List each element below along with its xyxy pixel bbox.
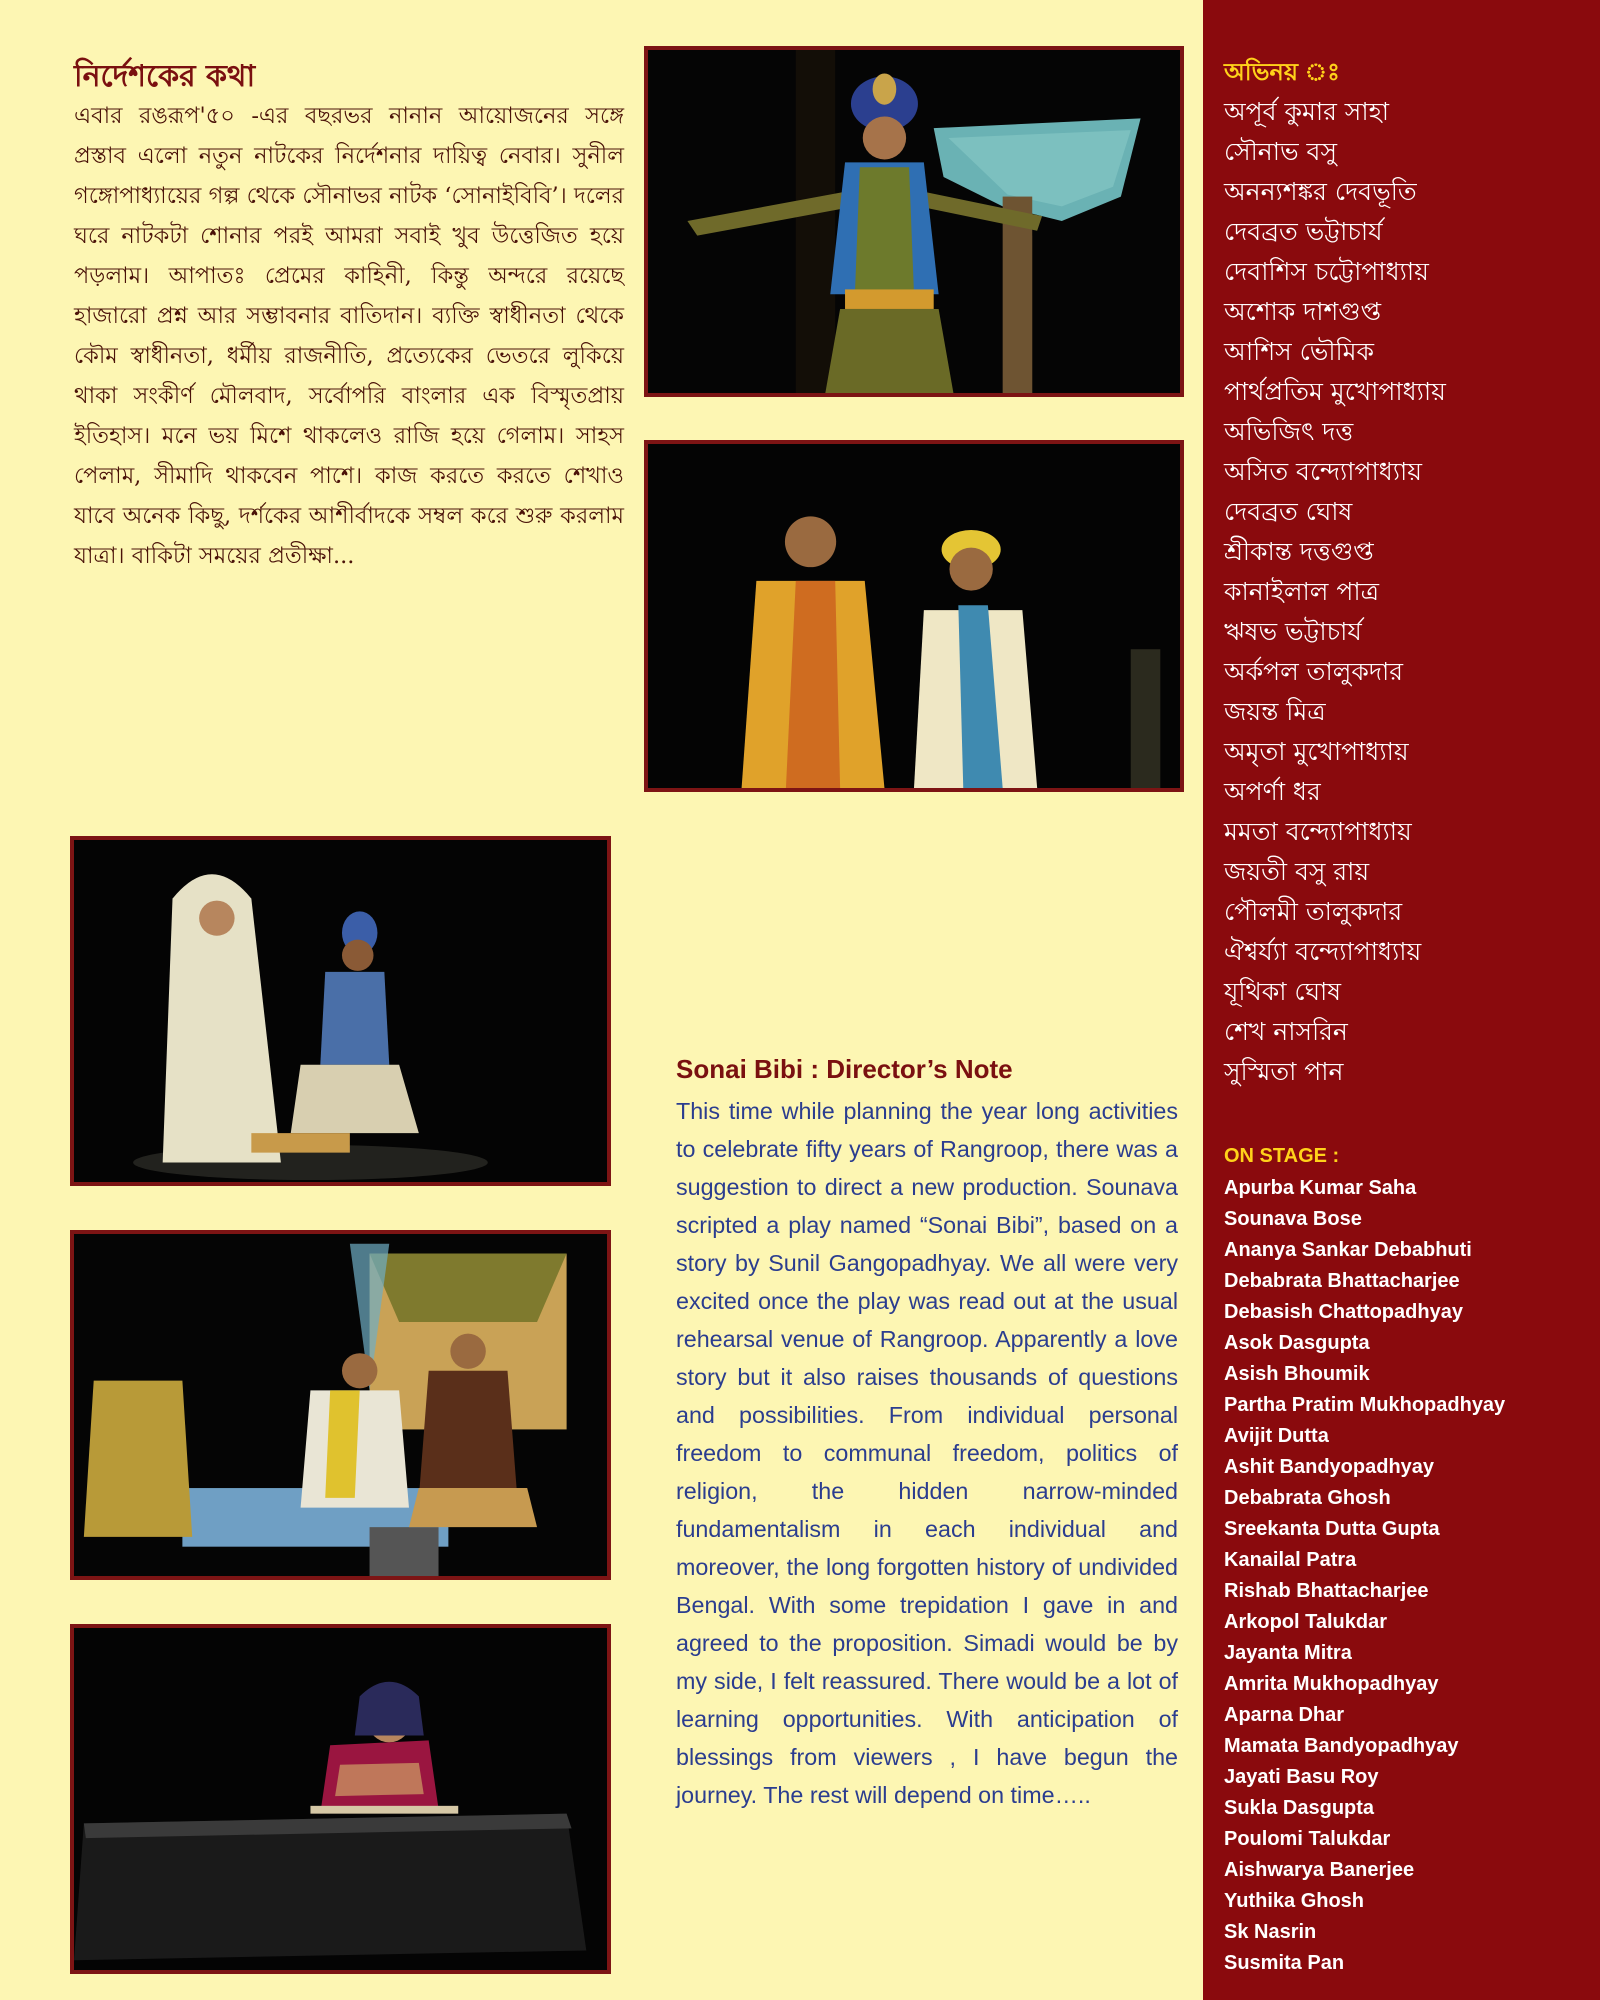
- stage-photo-veiled-woman: [70, 836, 611, 1186]
- cast-bengali-name: পার্থপ্রতিম মুখোপাধ্যায়: [1224, 377, 1446, 406]
- english-note-heading: Sonai Bibi : Director’s Note: [676, 1054, 1013, 1084]
- cast-english-name: Jayati Basu Roy: [1224, 1766, 1379, 1788]
- stage-photo-woman-at-table: [70, 1624, 611, 1974]
- cast-english-name: Asish Bhoumik: [1224, 1363, 1370, 1385]
- cast-english-name: Kanailal Patra: [1224, 1549, 1357, 1571]
- english-note-body: This time while planning the year long activities to celebrate fifty years of Rangroop, there was a suggestion to direct a new production. Sounava scripted a play named “Sonai Bibi”, based on a story by Sunil Gangopadhyay. We all were very excited once the play was read out at the usual rehearsal venue of Rangroop. Apparently a love story but it also raises thousands of questions and possibilities. From individual personal freedom to communal freedom, politics of religion, the hidden narrow-minded fundamentalism in each individual and moreover, the long forgotten history of undivided Bengal. With some trepidation I gave in and agreed to the proposition. Simadi would be by my side, I felt reassured. There would be a lot of learning opportunities. With anticipation of blessings from viewers , I have begun the journey. The rest will depend on time…..: [676, 1098, 1178, 1808]
- cast-bengali-name: দেবব্রত ঘোষ: [1224, 497, 1353, 526]
- cast-bengali-name: শ্রীকান্ত দত্তগুপ্ত: [1224, 537, 1374, 566]
- cast-english-name: Apurba Kumar Saha: [1224, 1177, 1417, 1199]
- cast-english-name: Asok Dasgupta: [1224, 1332, 1370, 1354]
- bengali-note-heading: নির্দেশকের কথা: [74, 59, 256, 94]
- cast-bengali-name: সুস্মিতা পান: [1224, 1057, 1344, 1086]
- stage-photo-actor-turban: [644, 46, 1184, 397]
- cast-english-name: Debasish Chattopadhyay: [1224, 1301, 1463, 1323]
- cast-english-name: Arkopol Talukdar: [1224, 1611, 1387, 1633]
- stage-photo-group-scene: [70, 1230, 611, 1580]
- cast-bengali-name: ঋষভ ভট্টাচার্য: [1224, 617, 1362, 646]
- cast-bengali-name: জয়তী বসু রায়: [1224, 857, 1370, 886]
- cast-english-list: [1224, 1173, 1505, 1979]
- cast-bengali-name: শেখ নাসরিন: [1224, 1017, 1348, 1046]
- cast-bengali-name: অপর্ণা ধর: [1224, 777, 1321, 806]
- cast-english-name: Sreekanta Dutta Gupta: [1224, 1518, 1440, 1540]
- cast-bengali-name: অমৃতা মুখোপাধ্যায়: [1224, 737, 1409, 766]
- cast-bengali-heading: অভিনয় ঃ: [1224, 57, 1340, 86]
- cast-bengali-name: পৌলমী তালুকদার: [1224, 897, 1403, 926]
- cast-english-name: Mamata Bandyopadhyay: [1224, 1735, 1459, 1757]
- cast-english-name: Avijit Dutta: [1224, 1425, 1329, 1447]
- cast-bengali-name: অশোক দাশগুপ্ত: [1224, 297, 1382, 326]
- cast-bengali-name: অপূর্ব কুমার সাহা: [1224, 97, 1389, 126]
- cast-bengali-name: যূথিকা ঘোষ: [1224, 977, 1342, 1006]
- cast-bengali-name: অনন্যশঙ্কর দেবভূতি: [1224, 177, 1417, 206]
- cast-english-name: Debabrata Bhattacharjee: [1224, 1270, 1460, 1292]
- cast-english-name: Yuthika Ghosh: [1224, 1890, 1365, 1912]
- cast-english-name: Sk Nasrin: [1224, 1921, 1317, 1943]
- cast-english-name: Poulomi Talukdar: [1224, 1828, 1391, 1850]
- cast-bengali-name: দেবাশিস চট্টোপাধ্যায়: [1224, 257, 1429, 286]
- cast-bengali-name: অসিত বন্দ্যোপাধ্যায়: [1224, 457, 1422, 486]
- cast-english-name: Susmita Pan: [1224, 1952, 1345, 1974]
- cast-english-name: Partha Pratim Mukhopadhyay: [1224, 1394, 1506, 1416]
- bengali-note-body: এবার রঙরূপ'৫০ -এর বছরভর নানান আয়োজনের সঙ্গে প্রস্তাব এলো নতুন নাটকের নির্দেশনার দায়িত্ব নেবার। সুনীল গঙ্গোপাধ্যায়ের গল্প থেকে সৌনাভর নাটক ‘সোনাইবিবি’। দলের ঘরে নাটকটা শোনার পরই আমরা সবাই খুব উত্তেজিত হয়ে পড়লাম। আপাতঃ প্রেমের কাহিনী, কিন্তু অন্দরে রয়েছে হাজারো প্রশ্ন আর সম্ভাবনার বাতিদান। ব্যক্তি স্বাধীনতা থেকে কৌম স্বাধীনতা, ধর্মীয় রাজনীতি, প্রত্যেকের ভেতরে লুকিয়ে থাকা সংকীর্ণ মৌলবাদ, সর্বোপরি বাংলার এক বিস্মৃতপ্রায় ইতিহাস। মনে ভয় মিশে থাকলেও রাজি হয়ে গেলাম। সাহস পেলাম, সীমাদি থাকবেন পাশে। কাজ করতে করতে শেখাও যাবে অনেক কিছু, দর্শকের আশীর্বাদকে সম্বল করে শুরু করলাম যাত্রা। বাকিটা সময়ের প্রতীক্ষা...: [74, 103, 624, 569]
- stage-photo-two-actors: [644, 440, 1184, 792]
- cast-bengali-list: [1224, 92, 1446, 1092]
- cast-english-name: Amrita Mukhopadhyay: [1224, 1673, 1439, 1695]
- cast-bengali-name: দেবব্রত ভট্টাচার্য: [1224, 217, 1383, 246]
- cast-bengali-name: কানাইলাল পাত্র: [1224, 577, 1379, 606]
- cast-english-name: Ananya Sankar Debabhuti: [1224, 1239, 1472, 1261]
- cast-bengali-name: জয়ন্ত মিত্র: [1224, 697, 1326, 726]
- cast-english-name: Debabrata Ghosh: [1224, 1487, 1391, 1509]
- cast-bengali-name: সৌনাভ বসু: [1224, 137, 1337, 166]
- cast-bengali-name: আশিস ভৌমিক: [1224, 337, 1375, 366]
- cast-english-name: Aishwarya Banerjee: [1224, 1859, 1415, 1881]
- cast-bengali-name: অর্কপল তালুকদার: [1224, 657, 1403, 686]
- cast-english-heading: ON STAGE :: [1224, 1145, 1340, 1167]
- cast-bengali-name: মমতা বন্দ্যোপাধ্যায়: [1224, 817, 1412, 846]
- cast-bengali-name: ঐশ্বর্য্যা বন্দ্যোপাধ্যায়: [1224, 937, 1422, 966]
- cast-english-name: Jayanta Mitra: [1224, 1642, 1352, 1664]
- cast-english-name: Sounava Bose: [1224, 1208, 1362, 1230]
- cast-english-name: Rishab Bhattacharjee: [1224, 1580, 1429, 1602]
- cast-english-name: Sukla Dasgupta: [1224, 1797, 1375, 1819]
- cast-english-name: Ashit Bandyopadhyay: [1224, 1456, 1435, 1478]
- cast-bengali-name: অভিজিৎ দত্ত: [1224, 417, 1354, 446]
- cast-english-name: Aparna Dhar: [1224, 1704, 1345, 1726]
